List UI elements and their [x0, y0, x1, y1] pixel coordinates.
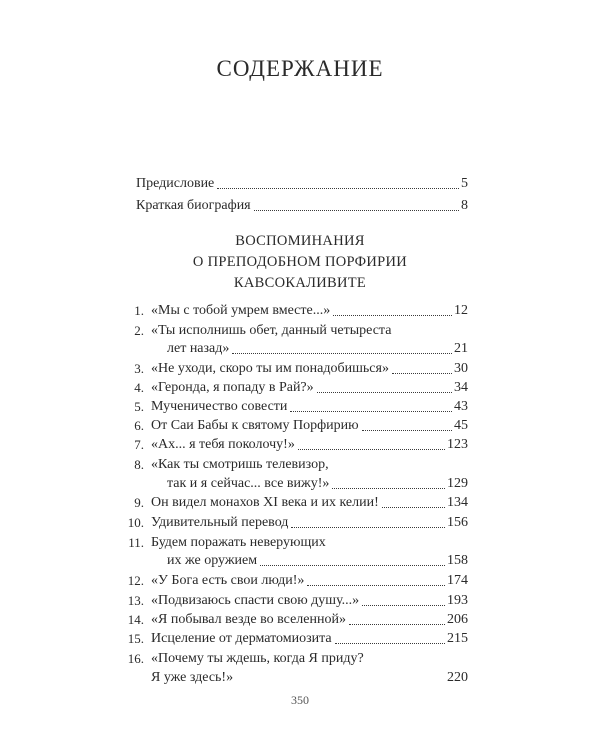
chapter-entry[interactable] [151, 398, 468, 416]
chapter-page: 129 [447, 476, 468, 491]
chapter-number: 8. [134, 457, 144, 472]
chapter-number: 2. [134, 323, 144, 338]
chapter-entry[interactable] [151, 592, 468, 610]
chapter-entry[interactable] [151, 379, 468, 397]
chapter-entry[interactable] [167, 340, 468, 358]
chapter-page: 193 [447, 593, 468, 608]
chapter-page: 34 [454, 380, 468, 395]
dot-leader [392, 373, 452, 374]
chapter-title: «Я побывал везде во вселенной» [151, 612, 346, 627]
chapter-page: 43 [454, 399, 468, 414]
chapter-title: Исцеление от дерматомиозита [151, 631, 332, 646]
dot-leader [317, 392, 452, 393]
chapter-title-continuation: Я уже здесь!» [151, 670, 234, 685]
chapter-number: 9. [134, 495, 144, 510]
dot-leader [382, 507, 445, 508]
chapter-page: 12 [454, 303, 468, 318]
chapter-title-continuation: лет назад» [167, 341, 230, 356]
chapter-number: 16. [127, 651, 144, 666]
toc-entry-title: Предисловие [136, 176, 215, 191]
chapter-title: «Не уходи, скоро ты им понадобишься» [151, 361, 389, 376]
chapter-number: 5. [134, 399, 144, 414]
chapter-title: «Геронда, я попаду в Рай?» [151, 380, 314, 395]
chapter-number: 1. [134, 303, 144, 318]
section-heading-line: ВОСПОМИНАНИЯ [235, 233, 365, 249]
chapter-number: 10. [127, 515, 144, 530]
chapter-title[interactable]: «Почему ты ждешь, когда Я приду? [151, 651, 364, 666]
toc-entry-page: 5 [461, 176, 468, 191]
chapter-entry[interactable] [151, 494, 468, 512]
chapter-entry[interactable] [167, 552, 468, 570]
chapter-number: 6. [134, 418, 144, 433]
section-heading-line: О ПРЕПОДОБНОМ ПОРФИРИИ [192, 254, 408, 270]
chapter-entry[interactable] [151, 630, 468, 648]
toc-entry-page: 8 [461, 198, 468, 213]
chapter-page: 21 [454, 341, 468, 356]
chapter-entry[interactable] [151, 669, 468, 687]
chapter-entry[interactable] [151, 436, 468, 454]
dot-leader [335, 643, 445, 644]
dot-leader [217, 188, 459, 189]
chapter-entry[interactable] [151, 360, 468, 378]
dot-leader [349, 624, 445, 625]
chapter-number: 7. [134, 437, 144, 452]
dot-leader [298, 449, 445, 450]
dot-leader [291, 527, 445, 528]
chapter-title: «Ах... я тебя поколочу!» [151, 437, 295, 452]
chapter-title[interactable]: «Ты исполнишь обет, данный четыреста [151, 323, 392, 338]
chapter-number: 12. [127, 573, 144, 588]
chapter-entry[interactable] [151, 514, 468, 532]
chapter-page: 30 [454, 361, 468, 376]
page-title: СОДЕРЖАНИЕ [216, 56, 384, 81]
chapter-page: 45 [454, 418, 468, 433]
chapter-title-continuation: так и я сейчас... все вижу!» [167, 476, 330, 491]
dot-leader [232, 353, 452, 354]
chapter-entry[interactable] [167, 475, 468, 493]
chapter-title: Он видел монахов XI века и их келии! [151, 495, 379, 510]
chapter-page: 174 [447, 573, 468, 588]
chapter-number: 3. [134, 361, 144, 376]
chapter-page: 215 [447, 631, 468, 646]
chapter-number: 11. [128, 535, 144, 550]
toc-entry-biography[interactable] [136, 197, 468, 215]
chapter-page: 134 [447, 495, 468, 510]
dot-leader [290, 411, 452, 412]
chapter-title-continuation: их же оружием [167, 553, 258, 568]
chapter-page: 123 [447, 437, 468, 452]
chapter-number: 4. [134, 380, 144, 395]
chapter-title[interactable]: «Как ты смотришь телевизор, [151, 457, 329, 472]
chapter-entry[interactable] [151, 302, 468, 320]
chapter-page: 206 [447, 612, 468, 627]
chapter-number: 14. [127, 612, 144, 627]
chapter-page: 220 [447, 670, 468, 685]
toc-entry-preface[interactable] [136, 175, 468, 193]
chapter-entry[interactable] [151, 417, 468, 435]
dot-leader [362, 605, 445, 606]
chapter-title: От Саи Бабы к святому Порфирию [151, 418, 359, 433]
dot-leader [254, 210, 459, 211]
section-heading-line: КАВСОКАЛИВИТЕ [233, 275, 367, 291]
page-number: 350 [291, 693, 309, 707]
chapter-entry[interactable] [151, 611, 468, 629]
dot-leader [362, 430, 452, 431]
dot-leader [332, 488, 445, 489]
dot-leader [236, 682, 445, 683]
chapter-title: Удивительный перевод [151, 515, 289, 530]
chapter-entry[interactable] [151, 572, 468, 590]
chapter-page: 156 [447, 515, 468, 530]
dot-leader [333, 315, 452, 316]
chapter-page: 158 [447, 553, 468, 568]
chapter-title: Мученичество совести [151, 399, 288, 414]
chapter-number: 15. [127, 631, 144, 646]
chapter-title: «У Бога есть свои люди!» [151, 573, 305, 588]
chapter-title[interactable]: Будем поражать неверующих [151, 535, 326, 550]
section-heading [0, 231, 600, 294]
toc-entry-title: Краткая биография [136, 198, 251, 213]
chapter-title: «Подвизаюсь спасти свою душу...» [151, 593, 360, 608]
dot-leader [307, 585, 445, 586]
chapter-number: 13. [127, 593, 144, 608]
dot-leader [260, 565, 445, 566]
chapter-title: «Мы с тобой умрем вместе...» [151, 303, 331, 318]
